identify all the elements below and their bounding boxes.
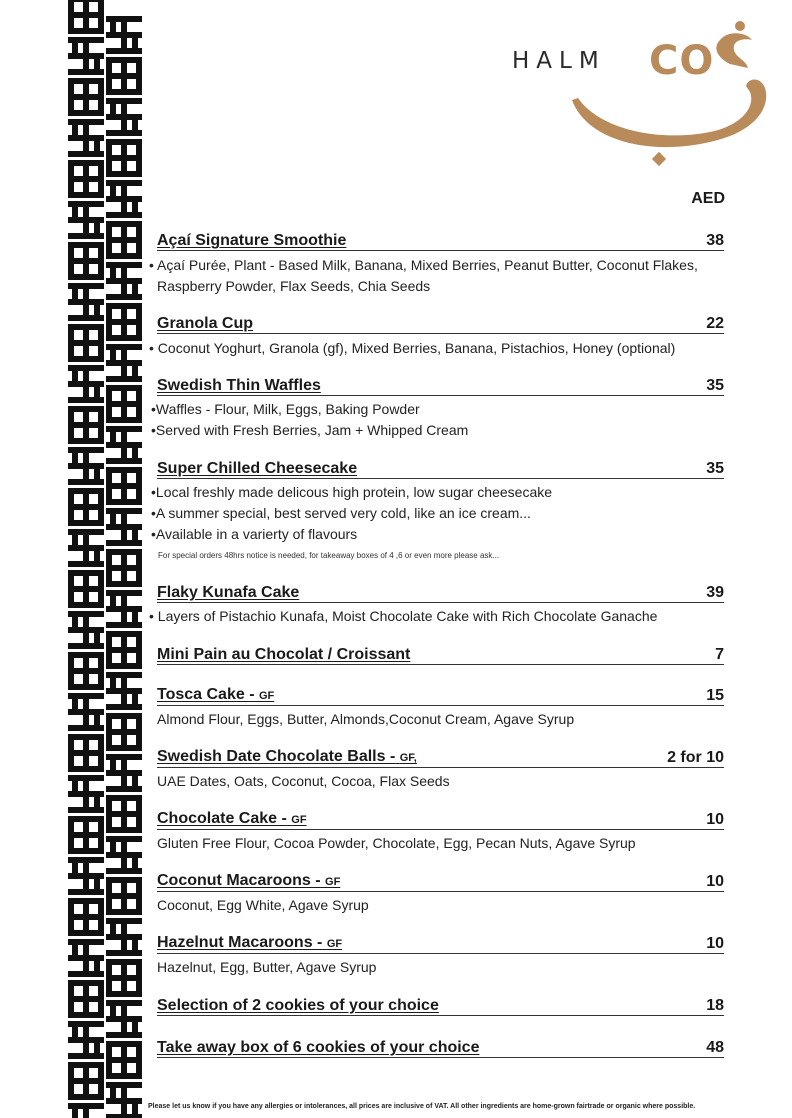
pattern-glyph	[106, 1041, 142, 1079]
pattern-glyph	[68, 160, 104, 198]
item-description: Almond Flour, Eggs, Butter, Almonds,Coconut Cream, Agave Syrup	[157, 711, 575, 727]
gf-tag: GF	[291, 814, 307, 826]
pattern-glyph	[106, 672, 142, 710]
pattern-glyph	[68, 365, 104, 403]
pattern-glyph	[106, 631, 142, 669]
pattern-glyph	[106, 16, 142, 54]
pattern-glyph	[106, 754, 142, 792]
menu-item-cookie-box	[157, 1037, 724, 1058]
item-price: 35	[706, 460, 724, 477]
item-name: Granola Cup	[157, 315, 254, 332]
item-description: •Served with Fresh Berries, Jam + Whipped Cream	[151, 422, 469, 438]
item-description: •Waffles - Flour, Milk, Eggs, Baking Powder	[151, 401, 420, 417]
pattern-glyph	[106, 1000, 142, 1038]
menu-item-acai	[157, 230, 724, 251]
currency-label: AED	[691, 190, 725, 207]
item-description: • Layers of Pistachio Kunafa, Moist Chocolate Cake with Rich Chocolate Ganache	[149, 608, 658, 624]
item-description: Hazelnut, Egg, Butter, Agave Syrup	[157, 959, 377, 975]
item-name	[157, 748, 417, 767]
decorative-border-pattern	[66, 0, 144, 1118]
item-description: Gluten Free Flour, Cocoa Powder, Chocolate, Egg, Pecan Nuts, Agave Syrup	[157, 835, 636, 851]
pattern-glyph	[106, 426, 142, 464]
item-name: Açaí Signature Smoothie	[157, 232, 347, 249]
menu-item-waffles	[157, 375, 724, 396]
item-price: 2 for 10	[667, 749, 724, 766]
pattern-glyph	[106, 590, 142, 628]
item-price: 39	[706, 584, 724, 601]
pattern-glyph	[68, 1021, 104, 1059]
item-price: 10	[706, 811, 724, 828]
pattern-glyph	[106, 57, 142, 95]
pattern-glyph	[68, 857, 104, 895]
pattern-glyph	[68, 693, 104, 731]
pattern-glyph	[106, 303, 142, 341]
item-description: •Local freshly made delicous high protein, low sugar cheesecake	[151, 484, 553, 500]
item-description: •A summer special, best served very cold, like an ice cream...	[151, 505, 531, 521]
menu-item-tosca	[157, 685, 724, 706]
item-description: UAE Dates, Oats, Coconut, Cocoa, Flax Seeds	[157, 773, 450, 789]
item-description: • Coconut Yoghurt, Granola (gf), Mixed Berries, Banana, Pistachios, Honey (optional)	[149, 340, 676, 356]
pattern-glyph	[106, 836, 142, 874]
pattern-glyph	[68, 488, 104, 526]
pattern-glyph	[68, 78, 104, 116]
pattern-glyph	[68, 242, 104, 280]
pattern-glyph	[106, 221, 142, 259]
item-name: Swedish Thin Waffles	[157, 377, 321, 394]
menu-item-kunafa	[157, 582, 724, 603]
pattern-glyph	[68, 283, 104, 321]
gf-tag: GF	[258, 690, 275, 702]
pattern-glyph	[106, 180, 142, 218]
pattern-glyph	[68, 0, 104, 34]
pattern-glyph	[68, 898, 104, 936]
pattern-glyph	[106, 877, 142, 915]
item-price: 22	[706, 315, 724, 332]
item-note: For special orders 48hrs notice is needed, for takeaway boxes of 4 ,6 or even more please ask...	[158, 551, 500, 560]
item-name	[157, 872, 340, 891]
pattern-glyph	[68, 447, 104, 485]
item-name-text: Swedish Date Chocolate Balls -	[157, 748, 396, 765]
item-price: 48	[706, 1039, 724, 1056]
item-price: 10	[706, 935, 724, 952]
item-name	[157, 810, 307, 829]
pattern-glyph	[106, 385, 142, 423]
item-price: 7	[715, 646, 724, 663]
menu-item-hazelnut-macaroons	[157, 933, 724, 954]
item-description: Coconut, Egg White, Agave Syrup	[157, 897, 369, 913]
gf-tag: GF	[326, 938, 343, 950]
pattern-glyph	[106, 98, 142, 136]
item-name	[157, 934, 342, 953]
pattern-glyph	[106, 918, 142, 956]
pattern-glyph	[106, 262, 142, 300]
pattern-glyph	[106, 1082, 142, 1118]
brand-name-right: CO	[649, 38, 715, 84]
pattern-glyph	[68, 570, 104, 608]
pattern-glyph	[106, 139, 142, 177]
pattern-glyph	[68, 816, 104, 854]
item-description: • Açaí Purée, Plant - Based Milk, Banana, Mixed Berries, Peanut Butter, Coconut Flakes,	[149, 257, 698, 273]
footer-disclaimer: Please let us know if you have any allergies or intolerances, all prices are inclusive of VAT. All other ingredients are home-grown fairtrade or organic where possible.	[148, 1103, 696, 1110]
menu-item-cheesecake	[157, 458, 724, 479]
item-price: 10	[706, 873, 724, 890]
pattern-glyph	[106, 959, 142, 997]
item-price: 35	[706, 377, 724, 394]
pattern-glyph	[68, 529, 104, 567]
item-price: 15	[706, 687, 724, 704]
pattern-glyph	[68, 939, 104, 977]
menu-item-granola	[157, 313, 724, 334]
pattern-glyph	[106, 467, 142, 505]
pattern-glyph	[68, 37, 104, 75]
menu-item-chocolate-cake	[157, 809, 724, 830]
pattern-glyph	[68, 324, 104, 362]
item-price: 38	[706, 232, 724, 249]
item-name: Flaky Kunafa Cake	[157, 584, 300, 601]
pattern-glyph	[68, 1103, 104, 1118]
menu-item-date-balls	[157, 747, 724, 768]
gf-tag: GF,	[399, 752, 417, 764]
pattern-glyph	[106, 713, 142, 751]
gf-tag: GF	[325, 876, 341, 888]
menu-item-coconut-macaroons	[157, 871, 724, 892]
item-name-text: Coconut Macaroons -	[157, 872, 321, 889]
pattern-glyph	[106, 795, 142, 833]
item-name: Selection of 2 cookies of your choice	[157, 997, 439, 1014]
brand-name-left: HALM	[512, 48, 606, 74]
item-name: Take away box of 6 cookies of your choice	[157, 1039, 480, 1056]
menu-item-cookie-selection	[157, 995, 724, 1016]
item-description: Raspberry Powder, Flax Seeds, Chia Seeds	[157, 278, 431, 294]
pattern-glyph	[68, 652, 104, 690]
pattern-glyph	[68, 980, 104, 1018]
item-name-text: Tosca Cake -	[157, 686, 255, 703]
item-name: Super Chilled Cheesecake	[157, 460, 358, 477]
pattern-glyph	[68, 201, 104, 239]
pattern-glyph	[68, 611, 104, 649]
pattern-glyph	[106, 508, 142, 546]
item-price: 18	[706, 997, 724, 1014]
pattern-glyph	[68, 406, 104, 444]
menu-item-pain-au-chocolat	[157, 644, 724, 665]
item-name	[157, 686, 274, 705]
item-name-text: Chocolate Cake -	[157, 810, 287, 827]
pattern-glyph	[68, 119, 104, 157]
pattern-glyph	[68, 734, 104, 772]
pattern-glyph	[106, 549, 142, 587]
pattern-glyph	[106, 344, 142, 382]
item-name-text: Hazelnut Macaroons -	[157, 934, 323, 951]
item-name: Mini Pain au Chocolat / Croissant	[157, 646, 411, 663]
pattern-glyph	[68, 1062, 104, 1100]
item-description: •Available in a varierty of flavours	[151, 526, 358, 542]
pattern-glyph	[68, 775, 104, 813]
